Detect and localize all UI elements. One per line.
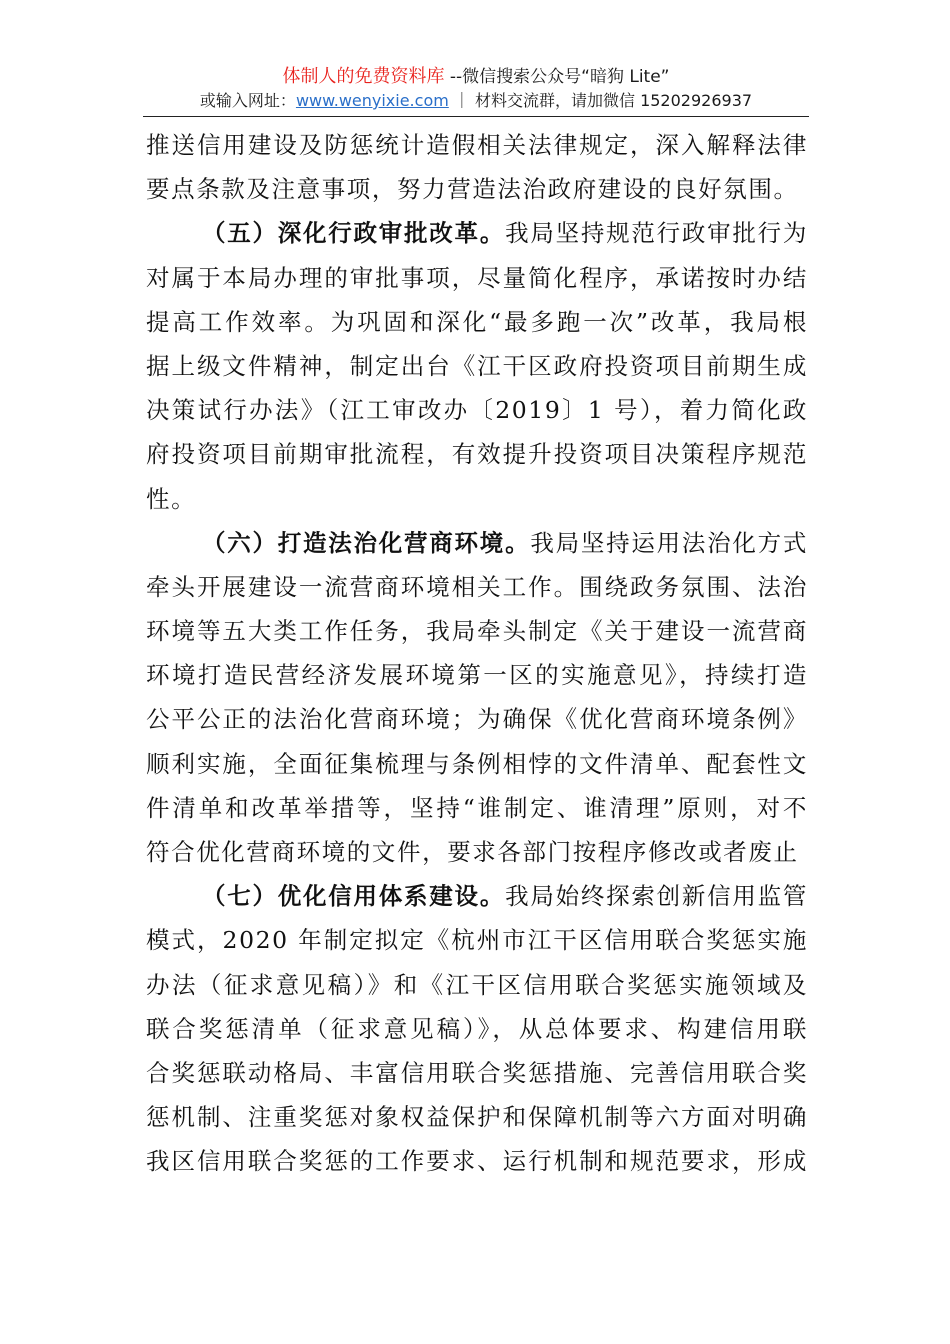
header-divider [143,116,809,117]
body-line [146,123,808,167]
section-heading: （六）打造法治化营商环境。 [202,528,531,557]
line-text: 办法（征求意见稿）》和《江干区信用联合奖惩实施领域及 [146,970,808,999]
body-line [146,167,808,211]
line-text: 公平公正的法治化营商环境；为确保《优化营商环境条例》 [146,705,808,734]
line-text: 顺利实施，全面征集梳理与条例相悖的文件清单、配套性文 [146,749,808,778]
line-text: 我局坚持规范行政审批行为 [505,219,808,248]
body-line [146,477,808,521]
line-text: 我局坚持运用法治化方式 [530,528,808,557]
body-line [146,1095,808,1139]
body-line [146,786,808,830]
document-body [146,123,808,1184]
body-line [146,609,808,653]
page-header [143,66,809,112]
brand-title: 体制人的免费资料库 [282,66,445,87]
body-line [146,1007,808,1051]
body-line [146,830,808,874]
line-text: 联合奖惩清单（征求意见稿）》，从总体要求、构建信用联 [146,1014,808,1043]
body-line [146,388,808,432]
line-text: 我局始终探索创新信用监管 [505,882,808,911]
url-prefix: 或输入网址： [199,91,296,110]
body-line [146,300,808,344]
website-link[interactable]: www.wenyixie.com [295,91,449,110]
body-line [146,918,808,962]
body-line [146,432,808,476]
contact-info: ｜ 材料交流群，请加微信 15202926937 [448,91,753,110]
section-heading: （五）深化行政审批改革。 [202,219,506,248]
body-line [146,1139,808,1183]
line-text: 牵头开展建设一流营商环境相关工作。围绕政务氛围、法治 [146,572,808,601]
line-text: 件清单和改革举措等，坚持“谁制定、谁清理”原则，对不 [146,793,808,822]
line-text: 决策试行办法》（江工审改办〔2019〕1 号），着力简化政 [146,396,808,425]
line-text: 对属于本局办理的审批事项，尽量简化程序，承诺按时办结 [146,263,808,292]
line-text: 据上级文件精神，制定出台《江干区政府投资项目前期生成 [146,351,808,380]
body-line [146,963,808,1007]
line-text: 要点条款及注意事项，努力营造法治政府建设的良好氛围。 [146,175,799,204]
body-line [146,565,808,609]
body-line [146,697,808,741]
line-text: 合奖惩联动格局、丰富信用联合奖惩措施、完善信用联合奖 [146,1058,808,1087]
line-text: 符合优化营商环境的文件，要求各部门按程序修改或者废止 [146,838,799,866]
line-text: 我区信用联合奖惩的工作要求、运行机制和规范要求，形成 [146,1147,808,1176]
body-line [146,256,808,300]
line-text: 模式，2020 年制定拟定《杭州市江干区信用联合奖惩实施 [146,926,808,955]
section-heading: （七）优化信用体系建设。 [202,882,506,911]
line-text: 提高工作效率。为巩固和深化“最多跑一次”改革，我局根 [146,307,808,336]
section-heading-line [146,874,808,918]
body-line [146,1051,808,1095]
section-heading-line [146,521,808,565]
body-line [146,344,808,388]
body-line [146,742,808,786]
line-text: 性。 [146,484,197,513]
line-text: 环境等五大类工作任务，我局牵头制定《关于建设一流营商 [146,617,808,646]
line-text: 府投资项目前期审批流程，有效提升投资项目决策程序规范 [146,440,808,469]
section-heading-line [146,211,808,255]
header-line-1 [143,66,809,88]
line-text: 推送信用建设及防惩统计造假相关法律规定，深入解释法律 [146,131,808,159]
line-text: 惩机制、注重奖惩对象权益保护和保障机制等六方面对明确 [146,1103,808,1132]
line-text: 环境打造民营经济发展环境第一区的实施意见》，持续打造 [146,661,808,690]
header-line-2 [143,90,809,112]
body-line [146,653,808,697]
brand-suffix: --微信搜索公众号“暗狗 Lite” [444,67,670,87]
